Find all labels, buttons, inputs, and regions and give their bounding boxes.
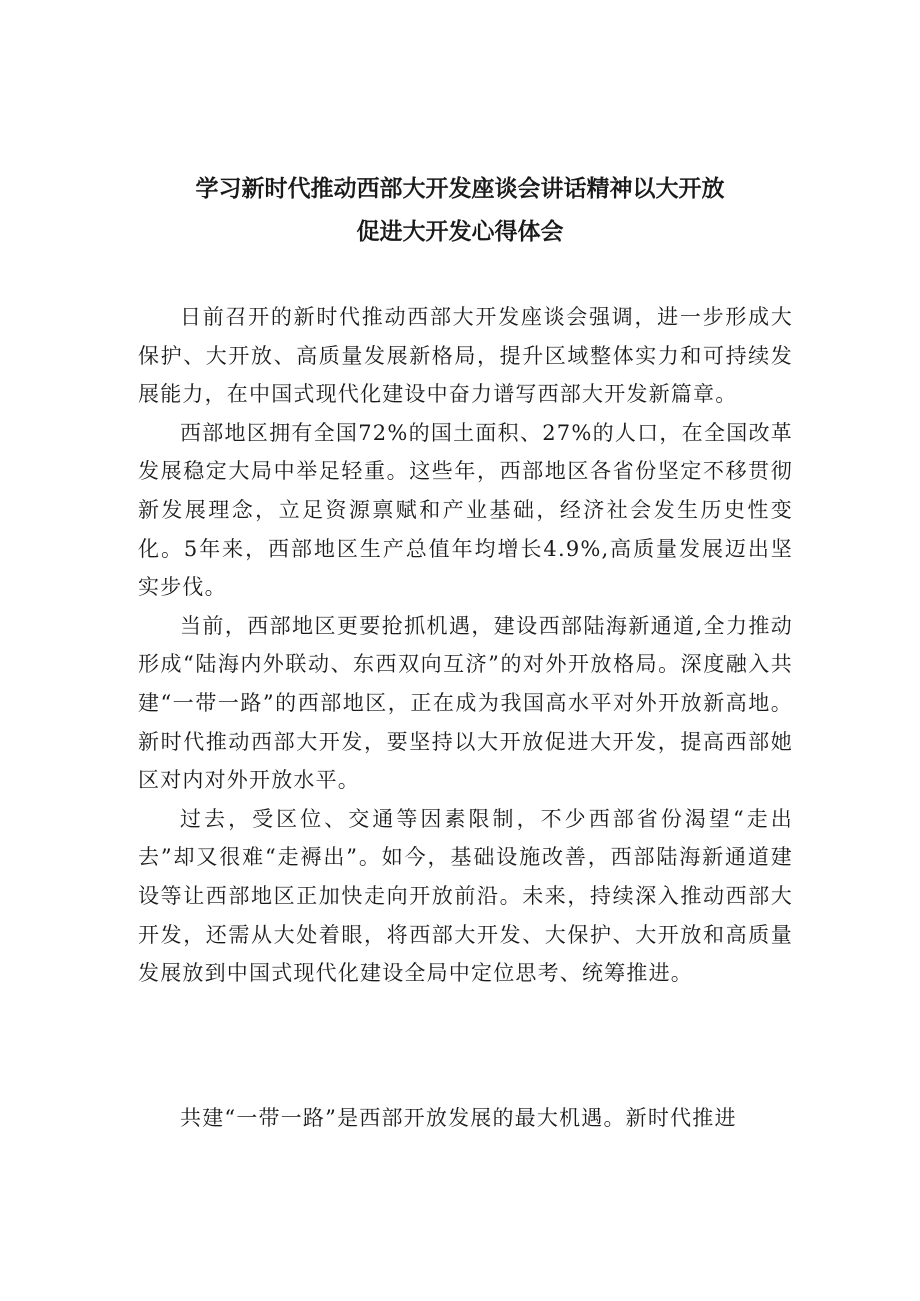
paragraph-1: 日前召开的新时代推动西部大开发座谈会强调，进一步形成大保护、大开放、高质量发展新格局，提升区域整体实力和可持续发展能力，在中国式现代化建设中奋力谱写西部大开发新篇章。 xyxy=(138,305,793,407)
paragraph-2: 西部地区拥有全国72%的国土面积、27%的人口，在全国改革发展稳定大局中举足轻重。这些年，西部地区各省份坚定不移贯彻新发展理念，立足资源禀赋和产业基础，经济社会发生历史性变化。5年来，西部地区生产总值年均增长4.9%,高质量发展迈出坚实步伐。 xyxy=(138,420,793,600)
paragraph-5: 共建“一带一路”是西部开放发展的最大机遇。新时代推进 xyxy=(180,1106,737,1130)
document-title-line-2: 促进大开发心得体会 xyxy=(356,219,564,245)
document-title-line-1: 学习新时代推动西部大开发座谈会讲话精神以大开放 xyxy=(195,176,725,202)
paragraph-4: 过去，受区位、交通等因素限制，不少西部省份渴望“走出去”却又很难“走褥出”。如今，基础设施改善，西部陆海新通道建设等让西部地区正加快走向开放前沿。未来，持续深入推动西部大开发，还需从大处着眼，将西部大开发、大保护、大开放和高质量发展放到中国式现代化建设全局中定位思考、统筹推进。 xyxy=(138,806,793,986)
document-body xyxy=(138,298,793,993)
document-body-continued xyxy=(138,1099,793,1138)
paragraph-3: 当前，西部地区更要抢抓机遇，建设西部陆海新通道,全力推动形成“陆海内外联动、东西双向互济”的对外开放格局。深度融入共建“一带一路”的西部地区，正在成为我国高水平对外开放新高地。新时代推动西部大开发，要坚持以大开放促进大开发，提高西部她区对内对外开放水平。 xyxy=(138,613,793,793)
